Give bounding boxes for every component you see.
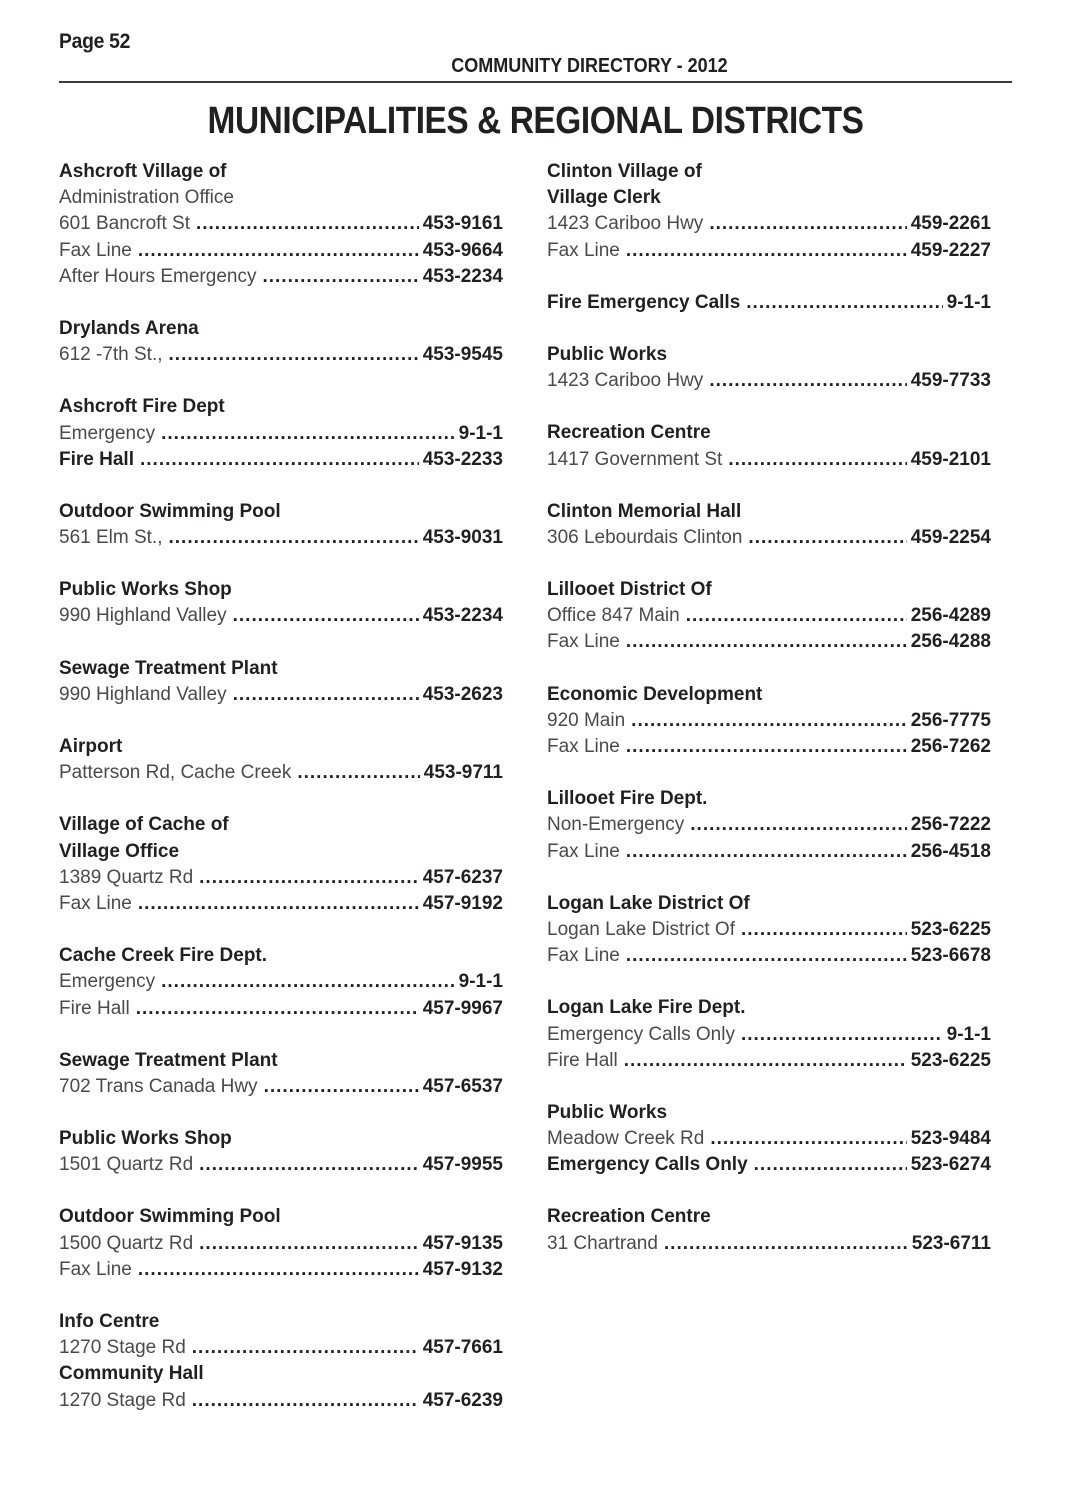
phone-number: 457-6537 xyxy=(422,1075,503,1097)
listing-label: 1423 Cariboo Hwy xyxy=(547,213,704,235)
dot-leader xyxy=(161,421,455,447)
phone-listing xyxy=(59,969,503,995)
directory-entry xyxy=(547,891,991,970)
entry-heading: Village of Cache of xyxy=(59,814,229,836)
listing-label: Fax Line xyxy=(547,631,620,653)
entry-heading: Lillooet District Of xyxy=(547,579,712,601)
phone-listing xyxy=(59,342,503,368)
phone-listing xyxy=(59,525,503,551)
dot-leader xyxy=(233,682,419,708)
listing-label: 31 Chartrand xyxy=(547,1232,658,1254)
phone-number: 459-2101 xyxy=(910,448,991,470)
phone-number: 9-1-1 xyxy=(946,291,991,313)
directory-entry xyxy=(59,577,503,629)
directory-entry xyxy=(59,734,503,786)
phone-listing xyxy=(547,839,991,865)
entry-heading: Recreation Centre xyxy=(547,1206,711,1228)
dot-leader xyxy=(138,1257,419,1283)
directory-entry xyxy=(59,499,503,551)
phone-number: 457-6237 xyxy=(422,866,503,888)
dot-leader xyxy=(264,1074,419,1100)
phone-listing xyxy=(547,1022,991,1048)
listing-label: 920 Main xyxy=(547,709,626,731)
listing-label: Administration Office xyxy=(59,187,234,209)
listing-label: Logan Lake District Of xyxy=(547,918,735,940)
listing-label: Emergency Calls Only xyxy=(547,1154,748,1176)
phone-listing xyxy=(59,211,503,237)
phone-listing xyxy=(547,211,991,237)
phone-listing xyxy=(59,865,503,891)
phone-number: 9-1-1 xyxy=(458,422,503,444)
listing-label: Patterson Rd, Cache Creek xyxy=(59,762,292,784)
phone-number: 256-7262 xyxy=(910,736,991,757)
listing-label: After Hours Emergency xyxy=(59,265,257,287)
dot-leader xyxy=(626,839,907,865)
phone-listing xyxy=(59,603,503,629)
dot-leader xyxy=(741,1022,943,1048)
directory-entry xyxy=(547,682,991,761)
directory-entry xyxy=(59,656,503,708)
dot-leader xyxy=(626,734,907,760)
dot-leader xyxy=(728,447,906,473)
entry-heading: Village Clerk xyxy=(547,187,661,209)
entry-heading: Public Works xyxy=(547,343,668,365)
listing-label: Fax Line xyxy=(547,239,620,261)
entry-heading: Recreation Centre xyxy=(547,422,711,444)
phone-number: 523-6274 xyxy=(910,1154,991,1176)
phone-number: 453-2233 xyxy=(422,448,503,470)
listing-label: 1423 Cariboo Hwy xyxy=(547,370,704,392)
dot-leader xyxy=(748,525,906,551)
dot-leader xyxy=(136,996,419,1022)
directory-entry xyxy=(547,159,991,264)
listing-label: 1389 Quartz Rd xyxy=(59,866,194,888)
phone-number: 457-9132 xyxy=(422,1258,503,1280)
phone-listing xyxy=(59,996,503,1022)
listing-label: 1417 Government St xyxy=(547,448,723,470)
running-header xyxy=(54,55,1018,78)
directory-entry xyxy=(547,577,991,656)
phone-number: 457-6239 xyxy=(422,1389,503,1411)
listing-label: Emergency xyxy=(59,971,156,993)
entry-heading: Airport xyxy=(59,736,123,757)
phone-listing xyxy=(547,1048,991,1074)
phone-number: 523-6225 xyxy=(910,1049,991,1071)
dot-leader xyxy=(709,211,906,237)
entry-heading: Community Hall xyxy=(59,1363,204,1385)
dot-leader xyxy=(297,760,419,786)
phone-number: 459-2261 xyxy=(910,213,991,235)
listing-label: Fax Line xyxy=(59,1258,132,1280)
phone-number: 256-4518 xyxy=(910,840,991,862)
listing-label: Office 847 Main xyxy=(547,605,680,627)
phone-listing xyxy=(59,264,503,290)
dot-leader xyxy=(741,917,907,943)
left-column xyxy=(59,159,503,1440)
phone-number: 459-2227 xyxy=(910,239,991,261)
dot-leader xyxy=(262,264,418,290)
dot-leader xyxy=(138,238,419,264)
dot-leader xyxy=(140,447,419,473)
entry-heading: Sewage Treatment Plant xyxy=(59,657,278,679)
directory-entry xyxy=(59,943,503,1022)
phone-number: 457-7661 xyxy=(422,1337,503,1359)
phone-listing xyxy=(59,1335,503,1361)
entry-heading: Clinton Village of xyxy=(547,161,702,182)
dot-leader xyxy=(169,342,419,368)
entry-heading: Sewage Treatment Plant xyxy=(59,1049,278,1071)
phone-listing xyxy=(547,629,991,655)
entry-heading: Public Works Shop xyxy=(59,1128,232,1150)
phone-listing xyxy=(59,1152,503,1178)
listing-label: Emergency Calls Only xyxy=(547,1023,735,1045)
listing-label: 306 Lebourdais Clinton xyxy=(547,526,743,548)
dot-leader xyxy=(138,891,419,917)
directory-entry xyxy=(547,342,991,394)
listing-label: 1270 Stage Rd xyxy=(59,1337,186,1359)
right-column xyxy=(547,159,991,1283)
phone-listing xyxy=(547,368,991,394)
phone-number: 453-2234 xyxy=(422,605,503,627)
listing-label: Fax Line xyxy=(547,840,620,862)
entry-heading: Logan Lake Fire Dept. xyxy=(547,997,746,1019)
dot-leader xyxy=(709,368,906,394)
entry-heading: Public Works xyxy=(547,1101,668,1123)
listing-label: 1501 Quartz Rd xyxy=(59,1154,194,1176)
phone-number: 523-6678 xyxy=(910,945,991,967)
listing-label: 990 Highland Valley xyxy=(59,605,227,627)
entry-heading: Outdoor Swimming Pool xyxy=(59,500,281,522)
listing-label: Fire Emergency Calls xyxy=(547,291,741,313)
phone-number: 457-9192 xyxy=(422,892,503,914)
entry-heading: Drylands Arena xyxy=(59,317,199,339)
entry-heading: Clinton Memorial Hall xyxy=(547,500,742,522)
phone-listing xyxy=(59,1388,503,1414)
listing-label: Fax Line xyxy=(547,736,620,757)
phone-listing xyxy=(547,1231,991,1257)
entry-heading: Outdoor Swimming Pool xyxy=(59,1206,281,1228)
dot-leader xyxy=(686,603,907,629)
entry-heading: Cache Creek Fire Dept. xyxy=(59,945,268,967)
phone-listing xyxy=(59,1231,503,1257)
phone-number: 453-9031 xyxy=(422,527,503,549)
dot-leader xyxy=(199,865,419,891)
phone-number: 9-1-1 xyxy=(946,1023,991,1045)
directory-entry xyxy=(547,786,991,865)
listing-label: 612 -7th St., xyxy=(59,344,163,366)
entry-heading: Ashcroft Village of xyxy=(59,161,227,182)
phone-number: 459-2254 xyxy=(910,526,991,548)
directory-entry xyxy=(59,1204,503,1283)
dot-leader xyxy=(626,238,907,264)
phone-listing xyxy=(59,447,503,473)
entry-heading: Public Works Shop xyxy=(59,579,232,601)
directory-entry xyxy=(547,1100,991,1179)
phone-listing xyxy=(547,1152,991,1178)
dot-leader xyxy=(192,1388,419,1414)
phone-listing xyxy=(547,238,991,264)
entry-heading: Info Centre xyxy=(59,1311,160,1332)
dot-leader xyxy=(664,1231,908,1257)
dot-leader xyxy=(169,525,419,551)
directory-entry xyxy=(547,420,991,472)
directory-entry xyxy=(547,499,991,551)
listing-label: 702 Trans Canada Hwy xyxy=(59,1075,258,1097)
phone-listing xyxy=(547,603,991,629)
phone-listing xyxy=(59,891,503,917)
listing-label: Fire Hall xyxy=(547,1049,618,1071)
phone-number: 453-2623 xyxy=(422,683,503,705)
listing-label: Fire Hall xyxy=(59,448,134,470)
dot-leader xyxy=(199,1152,419,1178)
directory-entry xyxy=(547,1204,991,1256)
entry-heading: Economic Development xyxy=(547,683,763,705)
dot-leader xyxy=(196,211,419,237)
directory-entry xyxy=(59,1126,503,1178)
entry-heading: Logan Lake District Of xyxy=(547,892,750,914)
phone-number: 459-7733 xyxy=(910,370,991,392)
phone-number: 453-9545 xyxy=(422,344,503,366)
dot-leader xyxy=(631,708,907,734)
listing-label: Fax Line xyxy=(59,892,132,914)
listing-label: Fax Line xyxy=(547,945,620,967)
phone-number: 256-7775 xyxy=(910,709,991,731)
phone-listing xyxy=(547,917,991,943)
listing-label: Emergency xyxy=(59,422,156,444)
phone-number: 453-9664 xyxy=(422,239,503,261)
phone-number: 256-7222 xyxy=(910,814,991,836)
dot-leader xyxy=(624,1048,907,1074)
directory-entry xyxy=(59,159,503,290)
phone-listing xyxy=(547,447,991,473)
entry-heading: Ashcroft Fire Dept xyxy=(59,396,225,418)
dot-leader xyxy=(199,1231,419,1257)
phone-number: 457-9967 xyxy=(422,997,503,1019)
directory-entry xyxy=(59,1309,503,1414)
entry-heading: Lillooet Fire Dept. xyxy=(547,788,708,810)
dot-leader xyxy=(754,1152,907,1178)
phone-listing xyxy=(59,682,503,708)
phone-number: 457-9135 xyxy=(422,1232,503,1254)
page-title: MUNICIPALITIES & REGIONAL DISTRICTS xyxy=(207,100,864,142)
phone-number: 9-1-1 xyxy=(458,971,503,993)
page-number: Page 52 xyxy=(59,30,131,53)
phone-number: 256-4289 xyxy=(910,605,991,627)
listing-label: Fax Line xyxy=(59,239,132,261)
phone-number: 523-9484 xyxy=(910,1128,991,1150)
listing-label: 601 Bancroft St xyxy=(59,213,190,235)
directory-entry xyxy=(59,316,503,368)
directory-entry xyxy=(59,812,503,917)
listing-label: 990 Highland Valley xyxy=(59,683,227,705)
phone-listing xyxy=(59,1257,503,1283)
running-title: COMMUNITY DIRECTORY - 2012 xyxy=(451,55,728,77)
directory-entry xyxy=(59,1048,503,1100)
entry-heading: Village Office xyxy=(59,840,180,862)
directory-entry xyxy=(547,995,991,1074)
listing-label: 561 Elm St., xyxy=(59,527,163,549)
phone-number: 457-9955 xyxy=(422,1154,503,1176)
dot-leader xyxy=(626,629,907,655)
phone-listing xyxy=(547,734,991,760)
dot-leader xyxy=(192,1335,419,1361)
dot-leader xyxy=(690,812,906,838)
phone-number: 523-6225 xyxy=(910,918,991,940)
phone-number: 453-9711 xyxy=(423,762,503,784)
phone-listing xyxy=(547,812,991,838)
entry-subtitle xyxy=(59,185,503,211)
dot-leader xyxy=(233,603,419,629)
listing-label: Fire Hall xyxy=(59,997,130,1019)
phone-listing xyxy=(547,1126,991,1152)
phone-number: 453-2234 xyxy=(422,265,503,287)
dot-leader xyxy=(746,290,942,316)
listing-label: Non-Emergency xyxy=(547,814,685,836)
phone-listing xyxy=(547,708,991,734)
header-rule xyxy=(59,81,1012,83)
phone-listing xyxy=(59,1074,503,1100)
listing-label: 1270 Stage Rd xyxy=(59,1389,186,1411)
phone-listing xyxy=(547,525,991,551)
dot-leader xyxy=(161,969,455,995)
directory-entry xyxy=(59,394,503,473)
directory-entry xyxy=(547,290,991,316)
phone-listing xyxy=(547,290,991,316)
listing-label: 1500 Quartz Rd xyxy=(59,1232,194,1254)
dot-leader xyxy=(710,1126,906,1152)
listing-label: Meadow Creek Rd xyxy=(547,1128,705,1150)
phone-listing xyxy=(59,421,503,447)
phone-number: 523-6711 xyxy=(911,1232,991,1254)
phone-number: 453-9161 xyxy=(422,213,503,235)
phone-listing xyxy=(547,943,991,969)
phone-listing xyxy=(59,238,503,264)
phone-number: 256-4288 xyxy=(910,631,991,653)
phone-listing xyxy=(59,760,503,786)
dot-leader xyxy=(626,943,907,969)
